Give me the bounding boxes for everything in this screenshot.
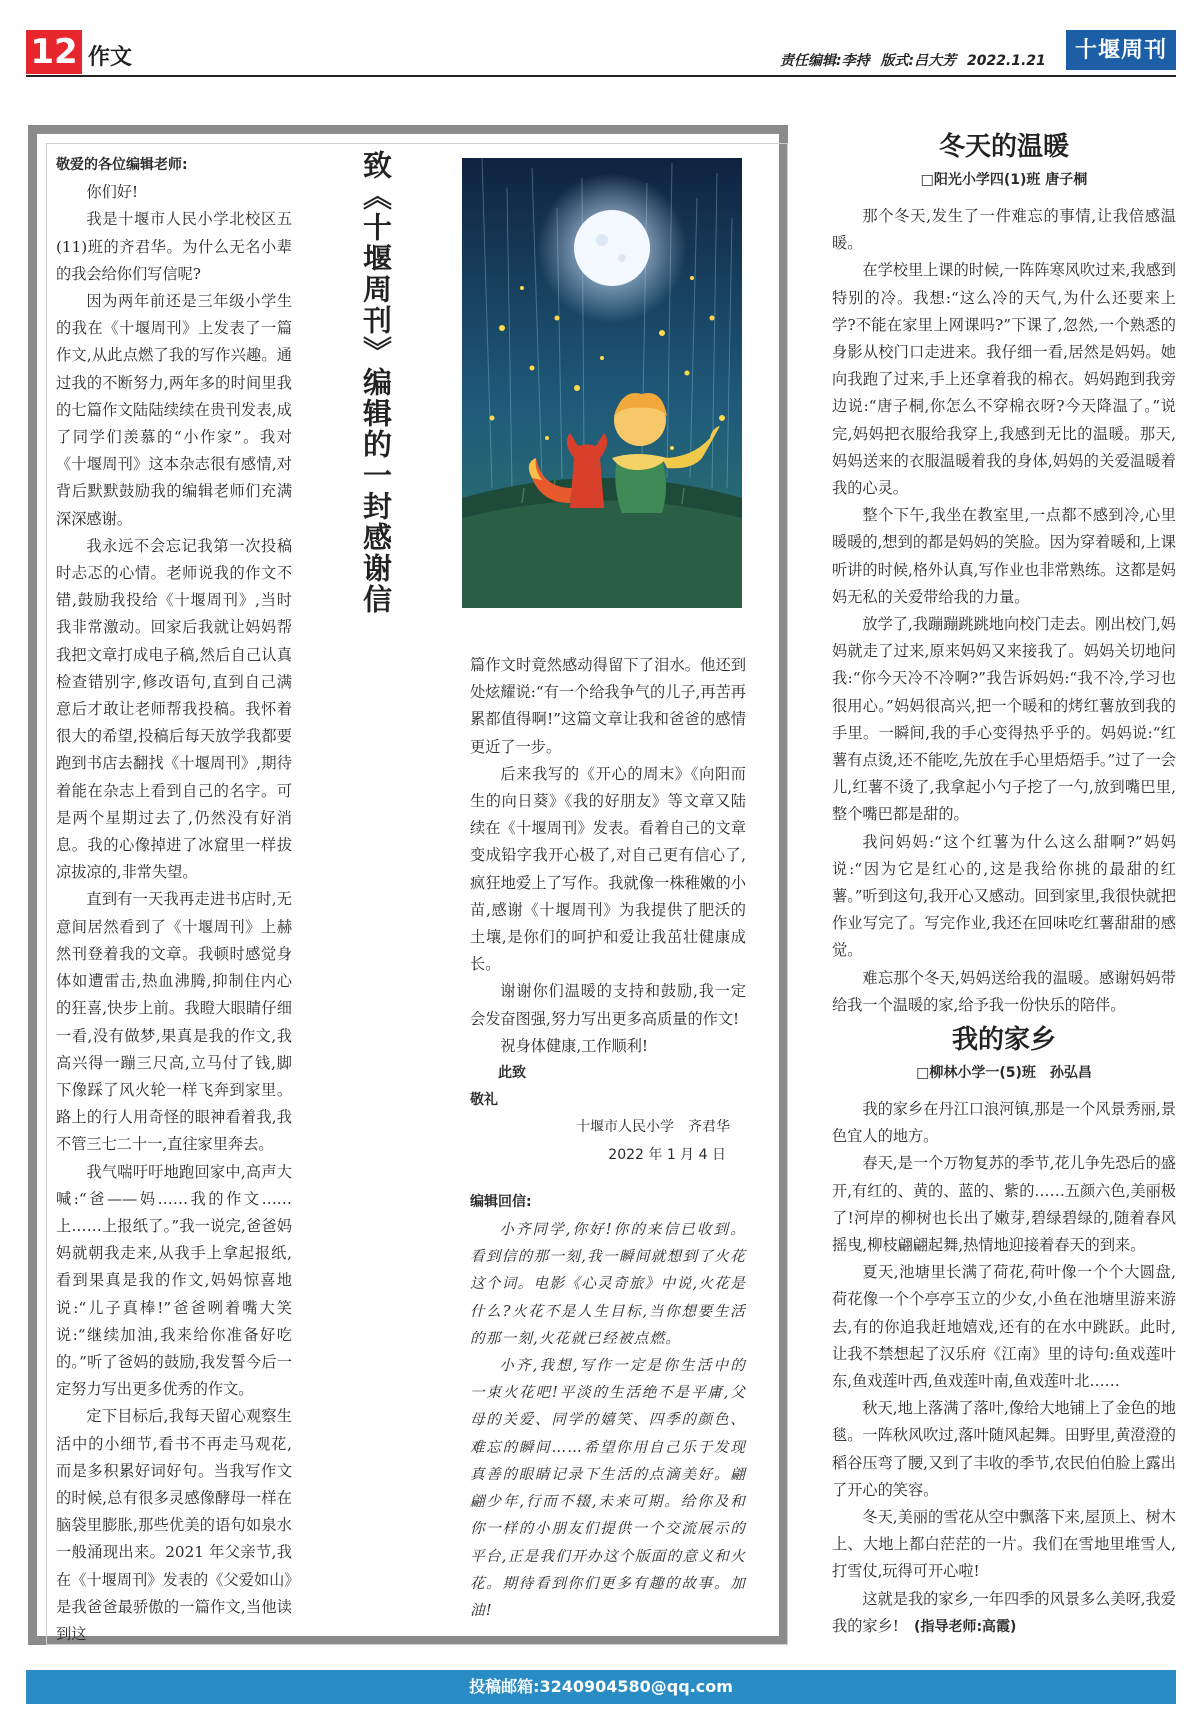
masthead-logo: 十堰周刊 — [1066, 30, 1176, 70]
article-closing-text: 这就是我的家乡,一年四季的风景多么美呀,我爱我的家乡! — [832, 1589, 1176, 1635]
article-paragraph: 春天,是一个万物复苏的季节,花儿争先恐后的盛开,有红的、黄的、蓝的、紫的……五颜六色,美丽极了!河岸的柳树也长出了嫩芽,碧绿碧绿的,随着春风摇曳,柳枝翩翩起舞,热情地迎接着春天的到来。 — [832, 1154, 1176, 1255]
letter-paragraph: 定下目标后,我每天留心观察生活中的小细节,看书不再走马观花,而是多积累好词好句。当我写作文的时候,总有很多灵感像酵母一样在脑袋里膨胀,那些优美的语句如泉水一般涌现出来。2021 年父亲节,我在《十堰周刊》发表的《父爱如山》是我爸爸最骄傲的一篇作文,当他读到这 — [56, 1407, 292, 1643]
editor-info — [780, 50, 1052, 70]
reply-label: 编辑回信: — [470, 1193, 532, 1210]
page-number: 12 — [26, 30, 82, 74]
letter-paragraph: 后来我写的《开心的周末》《向阳而生的向日葵》《我的好朋友》等文章又陆续在《十堰周刊》发表。看着自己的文章变成铅字我开心极了,对自己更有信心了,疯狂地爱上了写作。我就像一株稚嫩的小苗,感谢《十堰周刊》为我提供了肥沃的土壤,是你们的呵护和爱让我茁壮健康成长。 — [470, 764, 746, 974]
little-prince-illustration — [462, 158, 742, 608]
letter-title: 致《十堰周刊》编辑的一封感谢信 — [359, 150, 393, 615]
article-paragraph: 那个冬天,发生了一件难忘的事情,让我倍感温暖。 — [832, 207, 1176, 253]
letter-paragraph: 我永远不会忘记我第一次投稿时忐忑的心情。老师说我的作文不错,鼓励我投给《十堰周刊》,当时我非常激动。回家后我就让妈妈帮我把文章打成电子稿,然后自己认真检查错别字,修改语句,直到自己满意后才敢让老师帮我投稿。我怀着很大的希望,投稿后每天放学我都要跑到书店去翻找《十堰周刊》,期待着能在杂志上看到自己的名字。可是两个星期过去了,仍然没有好消息。我的心像掉进了冰窟里一样拔凉拔凉的,非常失望。 — [56, 536, 292, 882]
letter-paragraph: 我气喘吁吁地跑回家中,高声大喊:“爸——妈……我的作文……上……上报纸了。”我一说完,爸爸妈妈就朝我走来,从我手上拿起报纸,看到果真是我的作文,妈妈惊喜地说:“儿子真棒!”爸爸咧着嘴大笑说:“继续加油,我来给你准备好吃的。”听了爸妈的鼓励,我发誓今后一定努力写出更多优秀的作文。 — [56, 1162, 292, 1399]
article-paragraph: 冬天,美丽的雪花从空中飘落下来,屋顶上、树木上、大地上都白茫茫的一片。我们在雪地里堆雪人,打雪仗,玩得可开心啦! — [832, 1508, 1176, 1581]
letter-column-left — [56, 152, 292, 1648]
letter-salutation: 敬爱的各位编辑老师: — [56, 157, 188, 173]
letter-greeting: 你们好! — [86, 183, 139, 202]
article-paragraph: 我问妈妈:“这个红薯为什么这么甜啊?”妈妈说:“因为它是红心的,这是我给你挑的最甜的红薯。”听到这句,我开心又感动。回到家里,我很快就把作业写完了。写完作业,我还在回味吃红薯甜甜的感觉。 — [832, 832, 1176, 960]
reply-paragraph: 小齐同学,你好!你的来信已收到。看到信的那一刻,我一瞬间就想到了火花这个词。电影《心灵奇旅》中说,火花是什么?火花不是人生目标,当你想要生活的那一刻,火花就已经被点燃。 — [470, 1221, 746, 1347]
article-title: 冬天的温暖 — [938, 132, 1069, 162]
section-name: 作文 — [88, 45, 133, 70]
editor-name: 责任编辑:李持 — [780, 53, 870, 69]
editor-reply — [470, 1216, 746, 1624]
letter-closing: 此致 — [498, 1065, 526, 1082]
article-title: 我的家乡 — [951, 1025, 1056, 1055]
letter-salute: 敬礼 — [470, 1092, 498, 1109]
letter-paragraph: 谢谢你们温暖的支持和鼓励,我一定会发奋图强,努力写出更多高质量的作文! — [470, 982, 746, 1028]
instructor-credit: (指导老师:高霞) — [914, 1618, 1017, 1635]
letter-wishes: 祝身体健康,工作顺利! — [500, 1036, 649, 1055]
letter-column-right — [470, 652, 746, 1624]
letter-paragraph: 直到有一天我再走进书店时,无意间居然看到了《十堰周刊》上赫然刊登着我的文章。我顿时感觉身体如遭雷击,热血沸腾,抑制住内心的狂喜,快步上前。我瞪大眼睛仔细一看,没有做梦,果真是我的作文,我高兴得一蹦三尺高,立马付了钱,脚下像踩了风火轮一样飞奔到家里。路上的行人用奇怪的眼神看着我,我不管三七二十一,直往家里奔去。 — [56, 890, 292, 1154]
article-byline: □阳光小学四(1)班 唐子桐 — [920, 172, 1088, 188]
article-paragraph: 我的家乡在丹江口浪河镇,那是一个风景秀丽,景色宜人的地方。 — [832, 1100, 1176, 1146]
article-winter-warmth — [832, 127, 1176, 1019]
article-paragraph: 难忘那个冬天,妈妈送给我的温暖。感谢妈妈带给我一个温暖的家,给予我一份快乐的陪伴。 — [832, 968, 1176, 1014]
page-header — [0, 0, 1200, 80]
header-divider — [26, 75, 1176, 77]
submission-email-bar: 投稿邮箱:3240904580@qq.com — [26, 1670, 1176, 1704]
letter-paragraph: 我是十堰市人民小学北校区五(11)班的齐君华。为什么无名小辈的我会给你们写信呢? — [56, 210, 292, 283]
article-paragraph — [832, 1586, 1176, 1641]
article-paragraph: 秋天,地上落满了落叶,像给大地铺上了金色的地毯。一阵秋风吹过,落叶随风起舞。田野里,黄澄澄的稻谷压弯了腰,又到了丰收的季节,农民伯伯脸上露出了开心的笑容。 — [832, 1399, 1176, 1499]
article-paragraph: 整个下午,我坐在教室里,一点都不感到冷,心里暖暖的,想到的都是妈妈的笑脸。因为穿着暖和,上课听讲的时候,格外认真,写作业也非常熟练。这都是妈妈无私的关爱带给我的力量。 — [832, 506, 1176, 606]
letter-date: 2022 年 1 月 4 日 — [608, 1146, 726, 1163]
article-my-hometown — [832, 1020, 1176, 1641]
reply-paragraph: 小齐,我想,写作一定是你生活中的一束火花吧!平淡的生活绝不是平庸,父母的关爱、同学的嬉笑、四季的颜色、难忘的瞬间……希望你用自己乐于发现真善的眼睛记录下生活的点滴美好。翩翩少年,行而不辍,未来可期。给你及和你一样的小朋友们提供一个交流展示的平台,正是我们开办这个版面的意义和火花。期待看到你们更多有趣的故事。加油! — [470, 1357, 746, 1619]
article-paragraph: 放学了,我蹦蹦跳跳地向校门走去。刚出校门,妈妈就走了过来,原来妈妈又来接我了。妈妈关切地问我:“你今天冷不冷啊?”我告诉妈妈:“我不冷,学习也很用心。”妈妈很高兴,把一个暖和的烤红薯放到我的手里。一瞬间,我的手心变得热乎乎的。妈妈说:“红薯有点烫,还不能吃,先放在手心里焐焐手。”过了一会儿,红薯不烫了,我拿起小勺子挖了一勺,放到嘴巴里,整个嘴巴都是甜的。 — [832, 615, 1176, 824]
letter-signer: 十堰市人民小学 齐君华 — [576, 1119, 730, 1136]
layout-name: 版式:吕大芳 — [880, 53, 957, 69]
letter-paragraph: 因为两年前还是三年级小学生的我在《十堰周刊》上发表了一篇作文,从此点燃了我的写作兴趣。通过我的不断努力,两年多的时间里我的七篇作文陆陆续续在贵刊发表,成了同学们羡慕的“小作家”。我对《十堰周刊》这本杂志很有感情,对背后默默鼓励我的编辑老师们充满深深感谢。 — [56, 292, 292, 528]
letter-paragraph: 篇作文时竟然感动得留下了泪水。他还到处炫耀说:“有一个给我争气的儿子,再苦再累都值得啊!”这篇文章让我和爸爸的感情更近了一步。 — [470, 656, 746, 756]
article-byline: □柳林小学一(5)班 孙弘昌 — [916, 1065, 1092, 1081]
issue-date: 2022.1.21 — [966, 53, 1046, 69]
article-paragraph: 在学校里上课的时候,一阵阵寒风吹过来,我感到特别的冷。我想:“这么冷的天气,为什么还要来上学?不能在家里上网课吗?”下课了,忽然,一个熟悉的身影从校门口走进来。我仔细一看,居然是妈妈。她向我跑了过来,手上还拿着我的棉衣。妈妈跑到我旁边说:“唐子桐,你怎么不穿棉衣呀?今天降温了。”说完,妈妈把衣服给我穿上,我感到无比的温暖。那天,妈妈送来的衣服温暖着我的身体,妈妈的关爱温暖着我的心灵。 — [832, 261, 1176, 498]
article-paragraph: 夏天,池塘里长满了荷花,荷叶像一个个大圆盘,荷花像一个个亭亭玉立的少女,小鱼在池塘里游来游去,有的你追我赶地嬉戏,还有的在水中跳跃。此时,让我不禁想起了汉乐府《江南》里的诗句:鱼戏莲叶东,鱼戏莲叶西,鱼戏莲叶南,鱼戏莲叶北…… — [832, 1263, 1176, 1391]
